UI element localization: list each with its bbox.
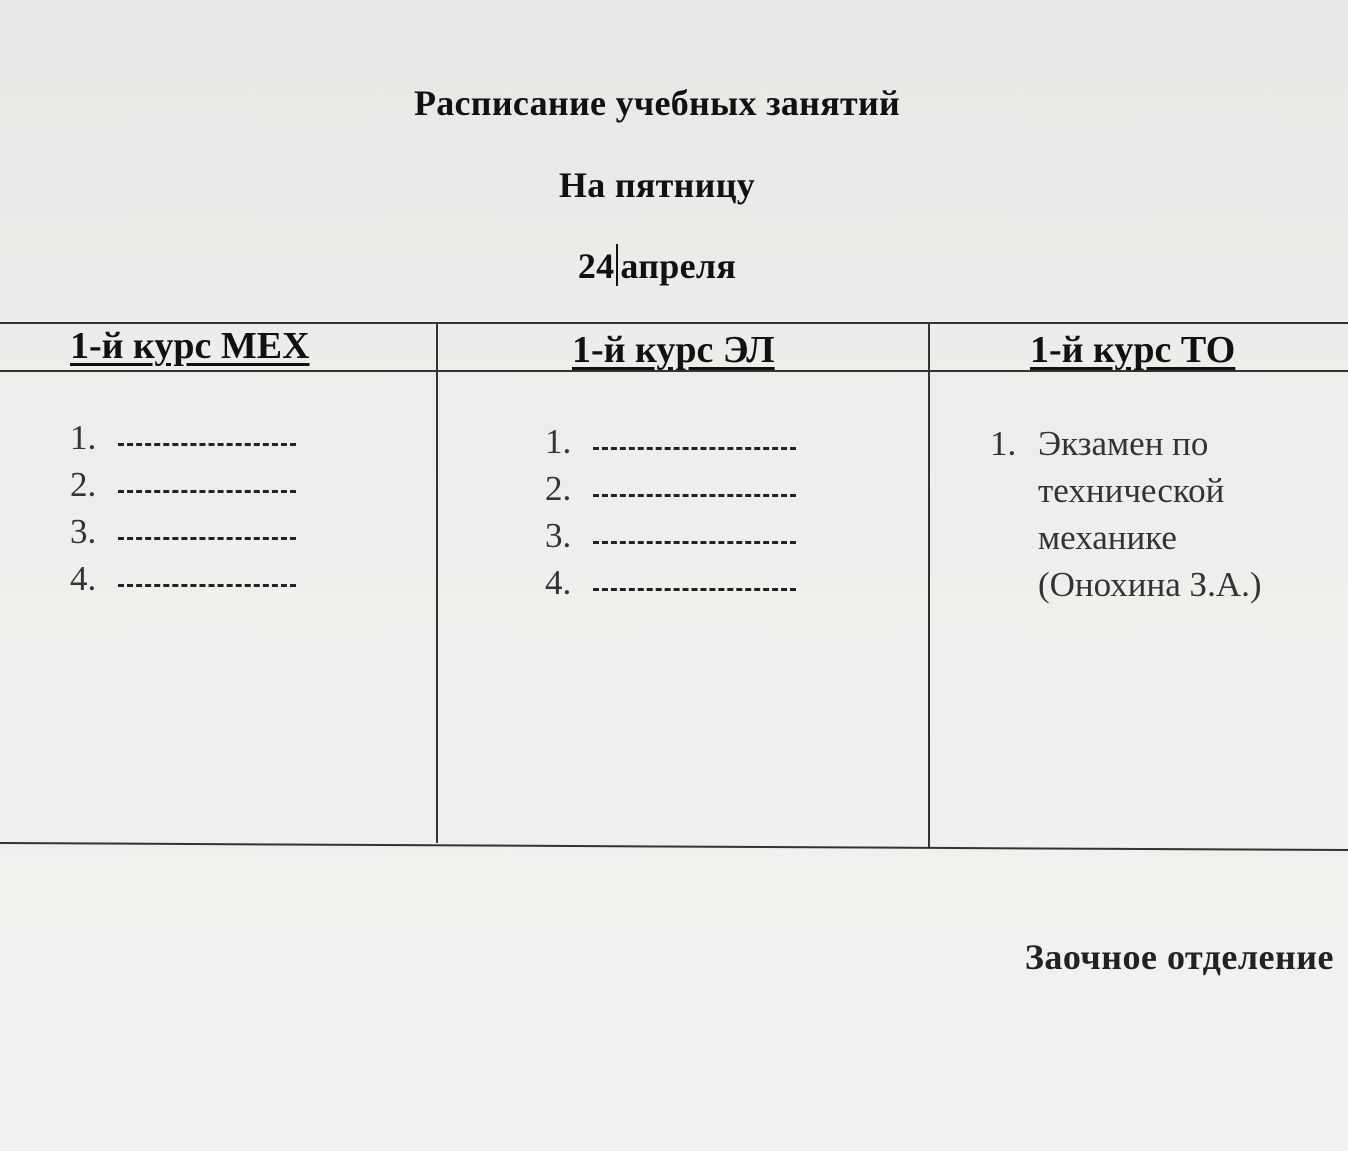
list-item: [545, 559, 796, 606]
exam-line: технической: [1038, 471, 1225, 510]
table-divider-2: [928, 322, 930, 848]
item-number: 2.: [545, 469, 572, 508]
item-number: 4.: [545, 563, 572, 602]
item-number: 2.: [70, 465, 97, 504]
exam-description: [1038, 420, 1338, 608]
column-heading-to: 1-й курс ТО: [1030, 329, 1236, 371]
exam-entry: [990, 420, 1338, 608]
lesson-list-el: [545, 418, 796, 606]
list-item: [70, 461, 296, 508]
empty-slot-dashes: [593, 494, 796, 497]
table-bottom-border: [0, 842, 1348, 851]
date-number: 24: [577, 246, 615, 286]
list-item: [545, 512, 796, 559]
empty-slot-dashes: [118, 537, 296, 540]
item-number: 1.: [545, 422, 572, 461]
item-number: 4.: [70, 559, 97, 598]
item-number: 3.: [70, 512, 97, 551]
item-number: 1.: [990, 424, 1017, 463]
empty-slot-dashes: [118, 490, 296, 493]
schedule-day: На пятницу: [558, 165, 756, 205]
empty-slot-dashes: [593, 447, 796, 450]
lesson-list-mech: [70, 414, 296, 602]
item-number: 1.: [70, 418, 97, 457]
empty-slot-dashes: [118, 584, 296, 587]
item-number: 3.: [545, 516, 572, 555]
list-item: [545, 465, 796, 512]
empty-slot-dashes: [593, 541, 796, 544]
column-heading-el: 1-й курс ЭЛ: [572, 329, 775, 371]
empty-slot-dashes: [593, 588, 796, 591]
list-item: [545, 418, 796, 465]
department-label: Заочное отделение: [1024, 937, 1334, 977]
exam-line: Экзамен по: [1038, 424, 1209, 463]
list-item: [70, 414, 296, 461]
table-divider-1: [436, 322, 438, 843]
schedule-title: Расписание учебных занятий: [413, 83, 901, 123]
exam-line: механике: [1038, 518, 1177, 557]
column-heading-mech: 1-й курс МЕХ: [70, 325, 310, 367]
exam-teacher: (Онохина З.А.): [1038, 565, 1262, 604]
empty-slot-dashes: [118, 443, 296, 446]
list-item: [70, 508, 296, 555]
text-cursor: [616, 244, 618, 286]
schedule-date: [0, 244, 1314, 287]
date-month: апреля: [620, 246, 737, 286]
list-item: [70, 555, 296, 602]
